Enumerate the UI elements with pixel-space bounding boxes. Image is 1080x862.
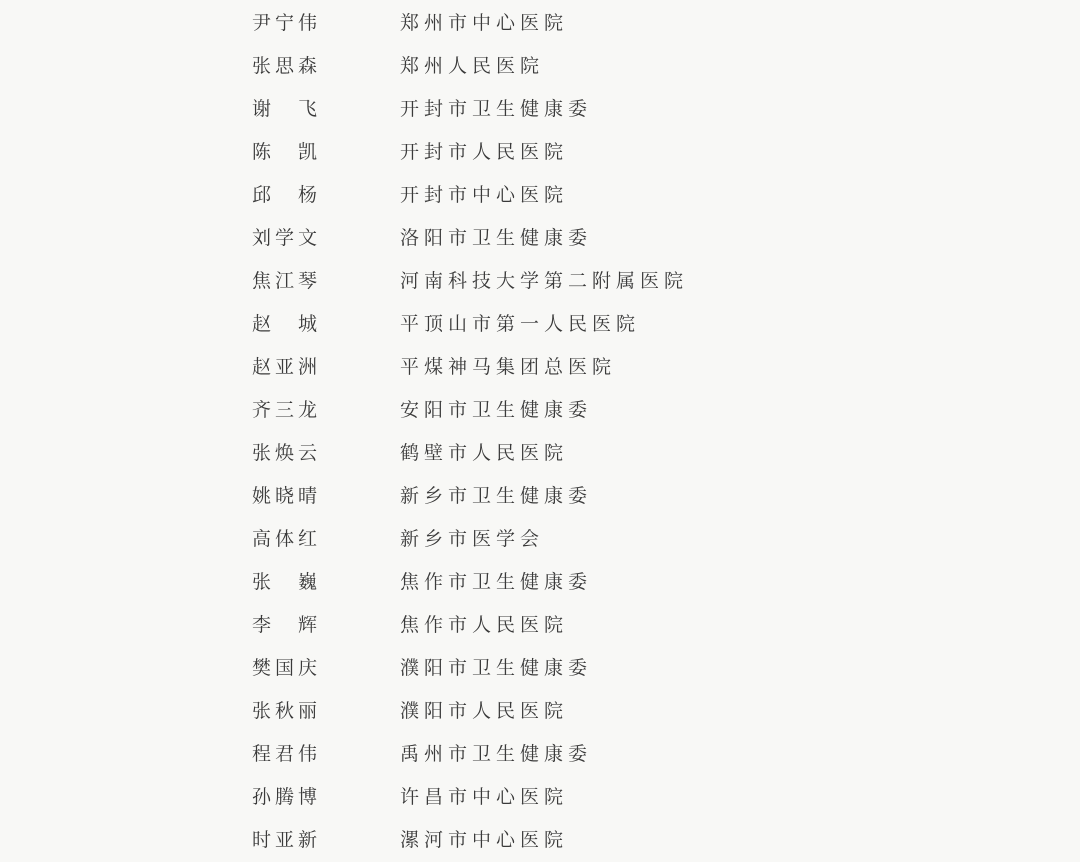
member-list xyxy=(0,2,1080,862)
list-item xyxy=(0,45,1080,88)
list-item xyxy=(0,647,1080,690)
organization-name: 洛阳市卫生健康委 xyxy=(400,227,593,249)
list-item xyxy=(0,690,1080,733)
person-name: 尹宁伟 xyxy=(252,12,322,34)
list-item xyxy=(0,174,1080,217)
organization-name: 许昌市中心医院 xyxy=(400,786,569,808)
organization-name: 郑州市中心医院 xyxy=(400,12,569,34)
list-item xyxy=(0,303,1080,346)
person-name: 谢 飞 xyxy=(252,98,322,120)
person-name: 张 巍 xyxy=(252,571,322,593)
person-name: 焦江琴 xyxy=(252,270,322,292)
organization-name: 安阳市卫生健康委 xyxy=(400,399,593,421)
person-name: 邱 杨 xyxy=(252,184,322,206)
organization-name: 开封市人民医院 xyxy=(400,141,569,163)
list-item xyxy=(0,475,1080,518)
list-item xyxy=(0,260,1080,303)
organization-name: 河南科技大学第二附属医院 xyxy=(400,270,689,292)
organization-name: 禹州市卫生健康委 xyxy=(400,743,593,765)
person-name: 刘学文 xyxy=(252,227,322,249)
organization-name: 濮阳市卫生健康委 xyxy=(400,657,593,679)
person-name: 程君伟 xyxy=(252,743,322,765)
list-item xyxy=(0,131,1080,174)
list-item xyxy=(0,776,1080,819)
list-item xyxy=(0,88,1080,131)
list-item xyxy=(0,432,1080,475)
person-name: 孙腾博 xyxy=(252,786,322,808)
person-name: 李 辉 xyxy=(252,614,322,636)
person-name: 张秋丽 xyxy=(252,700,322,722)
person-name: 赵 城 xyxy=(252,313,322,335)
organization-name: 平顶山市第一人民医院 xyxy=(400,313,641,335)
organization-name: 焦作市卫生健康委 xyxy=(400,571,593,593)
list-item xyxy=(0,518,1080,561)
organization-name: 郑州人民医院 xyxy=(400,55,545,77)
person-name: 时亚新 xyxy=(252,829,322,851)
organization-name: 焦作市人民医院 xyxy=(400,614,569,636)
person-name: 张思森 xyxy=(252,55,322,77)
list-item xyxy=(0,604,1080,647)
organization-name: 鹤壁市人民医院 xyxy=(400,442,569,464)
person-name: 赵亚洲 xyxy=(252,356,322,378)
person-name: 姚晓晴 xyxy=(252,485,322,507)
person-name: 齐三龙 xyxy=(252,399,322,421)
organization-name: 开封市中心医院 xyxy=(400,184,569,206)
organization-name: 漯河市中心医院 xyxy=(400,829,569,851)
list-item xyxy=(0,561,1080,604)
organization-name: 开封市卫生健康委 xyxy=(400,98,593,120)
organization-name: 新乡市医学会 xyxy=(400,528,545,550)
list-item xyxy=(0,217,1080,260)
list-item xyxy=(0,733,1080,776)
person-name: 樊国庆 xyxy=(252,657,322,679)
person-name: 陈 凯 xyxy=(252,141,322,163)
list-item xyxy=(0,346,1080,389)
list-item xyxy=(0,819,1080,862)
organization-name: 濮阳市人民医院 xyxy=(400,700,569,722)
organization-name: 新乡市卫生健康委 xyxy=(400,485,593,507)
person-name: 高体红 xyxy=(252,528,322,550)
organization-name: 平煤神马集团总医院 xyxy=(400,356,617,378)
list-item xyxy=(0,2,1080,45)
list-item xyxy=(0,389,1080,432)
person-name: 张焕云 xyxy=(252,442,322,464)
